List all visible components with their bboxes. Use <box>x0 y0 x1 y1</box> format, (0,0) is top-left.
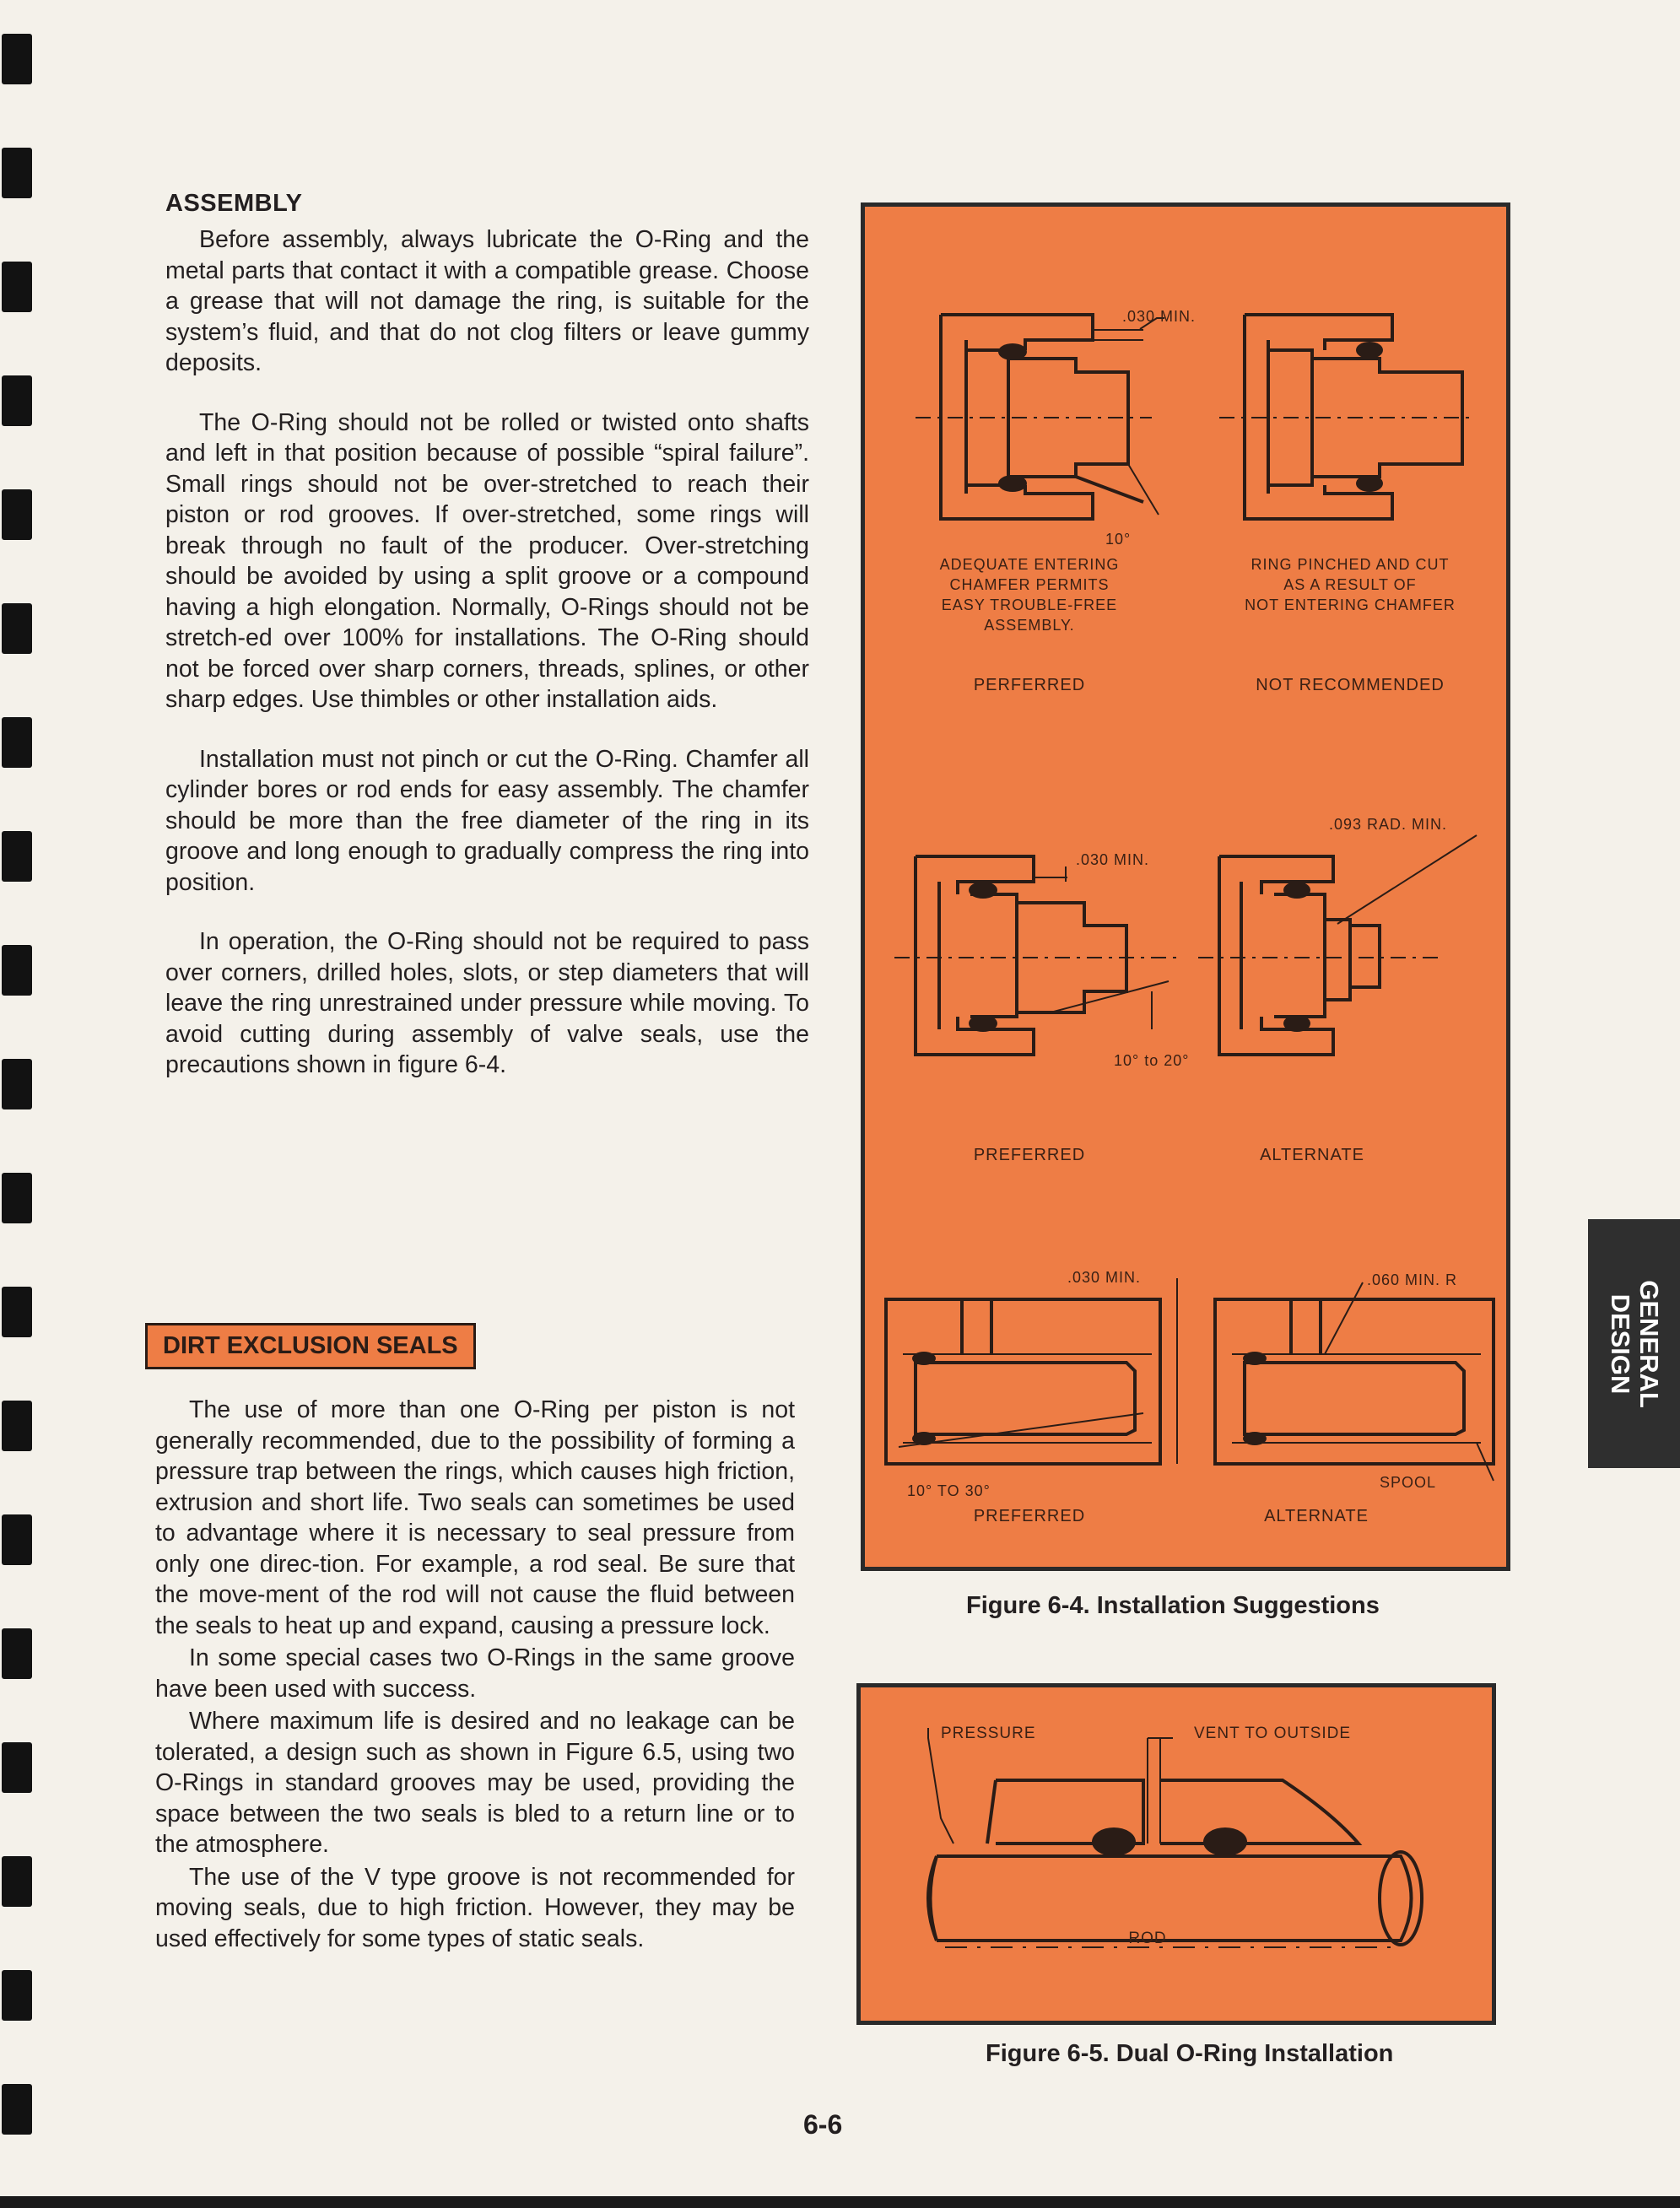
fig4-row1-left-label: PERFERRED <box>973 676 1086 694</box>
dirt-paragraph-1: The use of more than one O-Ring per piston is not generally recommended, due to the possibility of forming a pressure trap between the rings, which causes high friction, extrusion and short life. Two seals can sometimes be used to advantage where it is necessary to seal pressure from only one direc-tion. For example, a rod seal. Be sure that the move-ment of the rod will not cause the fluid between the seals to heat up and expand, causing a pressure lock. <box>155 1396 795 1639</box>
fig4-row3-dim-left: .030 MIN. <box>1067 1269 1142 1286</box>
side-tab-text <box>1606 1280 1663 1408</box>
dirt-paragraph-2: In some special cases two O-Rings in the same groove have been used with success. <box>155 1644 795 1703</box>
fig4-row1-right-note-3: NOT ENTERING CHAMFER <box>1245 597 1456 613</box>
fig4-row1-angle: 10° <box>1105 531 1132 548</box>
spiral-binding <box>0 0 41 2208</box>
figure-6-4-drawing <box>865 207 1506 1567</box>
fig4-row1-left-note-3: EASY TROUBLE-FREE <box>941 597 1118 613</box>
fig5-pressure-label: PRESSURE <box>941 1725 1036 1742</box>
fig5-rod-label: ROD <box>1128 1930 1167 1947</box>
side-tab-line-2: DESIGN <box>1605 1293 1635 1394</box>
fig4-row2-left-label: PREFERRED <box>973 1146 1086 1164</box>
figure-6-5-caption: Figure 6-5. Dual O-Ring Installation <box>986 2040 1394 2067</box>
fig4-row1-right-label: NOT RECOMMENDED <box>1256 676 1445 694</box>
assembly-section <box>155 190 809 1109</box>
fig4-row1-left-note-2: CHAMFER PERMITS <box>949 576 1110 593</box>
fig5-vent-label: VENT TO OUTSIDE <box>1194 1725 1352 1742</box>
assembly-heading: ASSEMBLY <box>165 190 303 217</box>
dirt-exclusion-section <box>145 1306 795 1956</box>
fig4-row2-angle: 10° to 20° <box>1114 1052 1190 1069</box>
fig4-row1-right-note-1: RING PINCHED AND CUT <box>1251 556 1450 573</box>
fig4-row3-dim-right: .060 MIN. R <box>1367 1271 1458 1288</box>
fig4-row1-left-note-4: ASSEMBLY. <box>984 617 1075 634</box>
fig4-row1-dim: .030 MIN. <box>1122 308 1197 325</box>
fig4-row3-spool: SPOOL <box>1380 1474 1437 1491</box>
assembly-paragraph-1: Before assembly, always lubricate the O-Ring and the metal parts that contact it with a compatible grease. Choose a grease that will not damage the ring, is suitable for the system’s fluid, and that do not clog filters or leave gummy deposits. <box>165 226 809 376</box>
fig4-row1-left-note-1: ADEQUATE ENTERING <box>939 556 1120 573</box>
fig4-row2-right-label: ALTERNATE <box>1260 1146 1364 1164</box>
fig4-row3-left-label: PREFERRED <box>973 1507 1086 1525</box>
fig4-row3-angle: 10° TO 30° <box>907 1482 991 1499</box>
dirt-paragraph-3: Where maximum life is desired and no leakage can be tolerated, a design such as shown in Figure 6.5, using two O-Rings in standard grooves may be used, providing the space between the two seals is bled to a return line or to the atmosphere. <box>155 1708 795 1858</box>
dirt-exclusion-heading: DIRT EXCLUSION SEALS <box>145 1323 476 1369</box>
figure-6-4-panel <box>861 202 1510 1571</box>
figure-6-4-caption: Figure 6-4. Installation Suggestions <box>966 1592 1380 1619</box>
bottom-edge <box>0 2196 1680 2208</box>
fig4-row2-dim-right: .093 RAD. MIN. <box>1329 816 1448 833</box>
fig4-row3-right-label: ALTERNATE <box>1264 1507 1369 1525</box>
fig4-row1-right-note-2: AS A RESULT OF <box>1283 576 1417 593</box>
figure-6-5-panel <box>856 1683 1496 2025</box>
figure-6-5-drawing <box>861 1687 1492 2021</box>
side-tab-line-1: GENERAL <box>1634 1279 1664 1408</box>
assembly-paragraph-3: Installation must not pinch or cut the O-Ring. Chamfer all cylinder bores or rod ends for easy assembly. The chamfer should be more than the free diameter of the ring in its groove and long enough to gradually compress the ring into position. <box>165 745 809 896</box>
page-number: 6-6 <box>803 2109 843 2140</box>
section-side-tab <box>1588 1219 1680 1468</box>
dirt-paragraph-4: The use of the V type groove is not recommended for moving seals, due to high friction. However, they may be used effectively for some types of static seals. <box>155 1863 795 1952</box>
assembly-paragraph-2: The O-Ring should not be rolled or twisted onto shafts and left in that position because of possible “spiral failure”. Small rings should not be over-stretched to reach their piston or rod grooves. If over-stretched, some rings will break through no fault of the producer. Over-stretching should be avoided by using a split groove or a compound having a high elongation. Normally, O-Rings should not be stretch-ed over 100% for installations. The O-Ring should not be forced over sharp corners, threads, splines, or other sharp edges. Use thimbles or other installation aids. <box>165 408 809 713</box>
assembly-paragraph-4: In operation, the O-Ring should not be required to pass over corners, drilled holes, slots, or step diameters that will leave the ring unrestrained under pressure while moving. To avoid cutting during assembly of valve seals, use the precautions shown in figure 6-4. <box>165 928 809 1078</box>
fig4-row2-dim-left: .030 MIN. <box>1076 851 1150 868</box>
